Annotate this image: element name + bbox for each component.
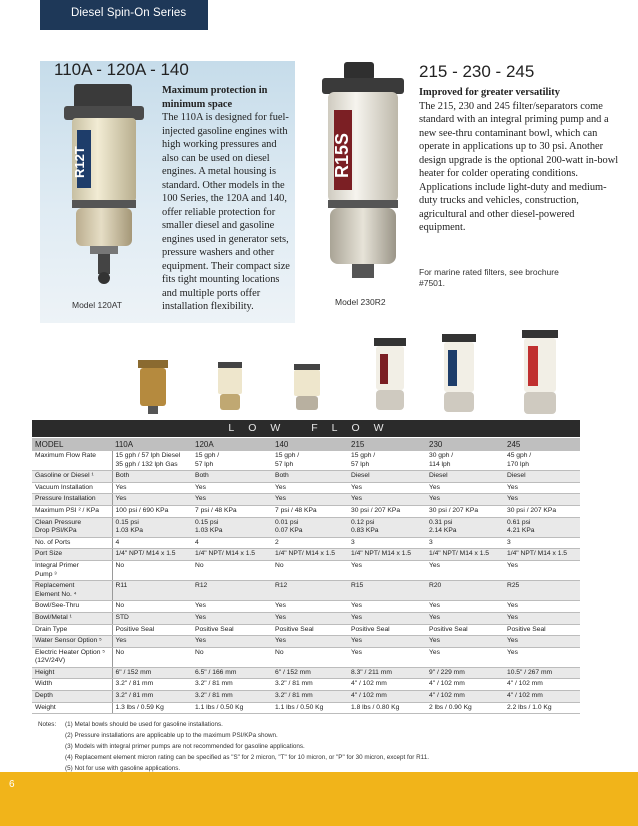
left-model-title: 110A - 120A - 140 [54,60,189,79]
row-label: Maximum PSI ² / KPa [32,505,112,517]
table-cell: No [112,647,192,667]
table-cell: R11 [112,581,192,601]
row-label: Weight [32,702,112,714]
table-cell: 1.1 lbs / 0.50 Kg [272,702,348,714]
row-label: Height [32,667,112,679]
col-header: 245 [504,438,580,451]
table-cell: Yes [272,601,348,613]
right-caption: Model 230R2 [335,297,386,307]
row-label: Width [32,679,112,691]
table-cell: 15 gph / 57 lph [348,451,426,471]
table-cell: Positive Seal [272,624,348,636]
table-row [32,601,580,613]
table-cell: 0.01 psi 0.07 KPa [272,517,348,537]
row-label: Depth [32,691,112,703]
filter-230r2-image [308,58,418,290]
table-cell: 3 [504,537,580,549]
table-row [32,482,580,494]
filter-230-thumb [442,334,476,412]
filter-140-thumb [294,364,320,410]
table-cell: 1/4" NPT/ M14 x 1.5 [426,549,504,561]
table-cell: R20 [426,581,504,601]
table-cell: 3.2" / 81 mm [192,679,272,691]
table-cell: 1/4" NPT/ M14 x 1.5 [272,549,348,561]
table-cell: 4" / 102 mm [348,691,426,703]
table-cell: Positive Seal [504,624,580,636]
table-row [32,702,580,714]
right-model-title: 215 - 230 - 245 [419,62,535,81]
table-cell: 1/4" NPT/ M14 x 1.5 [504,549,580,561]
col-header: 215 [348,438,426,451]
low-flow-band: LOW FLOW [32,420,580,437]
table-header-row [32,438,580,451]
table-cell: Diesel [426,471,504,483]
table-cell: 1.8 lbs / 0.80 Kg [348,702,426,714]
note-item: (3) Models with integral primer pumps are not recommended for gasoline applications. [65,743,305,750]
table-cell: 3.2" / 81 mm [112,679,192,691]
table-cell: 30 psi / 207 KPa [426,505,504,517]
table-cell: Yes [112,636,192,648]
table-row [32,471,580,483]
table-cell: Yes [348,482,426,494]
col-header: 230 [426,438,504,451]
table-row [32,667,580,679]
table-cell: Yes [272,482,348,494]
col-header: 140 [272,438,348,451]
table-cell: 4" / 102 mm [348,679,426,691]
page-number: 6 [9,779,15,790]
filter-120a-thumb [218,362,242,410]
table-row [32,624,580,636]
table-cell: 3.2" / 81 mm [112,691,192,703]
table-cell: Yes [348,560,426,580]
table-cell: 15 gph / 57 lph Diesel 35 gph / 132 lph Gas [112,451,192,471]
table-cell: Yes [112,494,192,506]
note-item: (5) Not for use with gasoline applications. [65,765,181,772]
row-label: Bowl/Metal ¹ [32,612,112,624]
table-cell: R12 [192,581,272,601]
filter-lineup [130,330,580,420]
series-header [40,0,208,30]
table-cell: Both [112,471,192,483]
table-cell: 30 psi / 207 KPa [504,505,580,517]
row-label: Gasoline or Diesel ¹ [32,471,112,483]
table-cell: 15 gph / 57 lph [192,451,272,471]
table-cell: Yes [272,636,348,648]
notes-label: Notes: [38,721,57,728]
row-label: Bowl/See-Thru [32,601,112,613]
table-cell: Yes [504,647,580,667]
row-label: Electric Heater Option ⁵ (12V/24V) [32,647,112,667]
spec-table [32,438,580,714]
table-cell: Positive Seal [192,624,272,636]
filter-label-r15s: R15S [332,132,352,178]
table-cell: 4" / 102 mm [504,691,580,703]
table-cell: 1/4" NPT/ M14 x 1.5 [192,549,272,561]
table-cell: 2 [272,537,348,549]
note-item: (4) Replacement element micron rating can be specified as "S" for 2 micron, "T" for 10 micron, or "P" for 30 micron, except for R11. [65,754,429,761]
row-label: Vacuum Installation [32,482,112,494]
left-body: The 110A is designed for fuel-injected gasoline engines with high working pressures and also can be used on diesel engines. A metal housing is standard. Other models in the 100 Series, the 120A and 140, offer reliable protection for smaller diesel and gasoline engines used in generator sets, pressure washers and other equipment. Their compact size fits tight mounting locations and multiple ports offer installation flexibility. [162,112,290,312]
table-cell: 1.1 lbs / 0.50 Kg [192,702,272,714]
right-description [419,86,619,235]
table-cell: 0.61 psi 4.21 KPa [504,517,580,537]
row-label: Maximum Flow Rate [32,451,112,471]
table-cell: Positive Seal [426,624,504,636]
table-cell: Yes [348,647,426,667]
table-row [32,560,580,580]
table-cell: 4" / 102 mm [504,679,580,691]
table-cell: Yes [272,612,348,624]
table-cell: R12 [272,581,348,601]
table-cell: 1/4" NPT/ M14 x 1.5 [348,549,426,561]
right-body: The 215, 230 and 245 filter/separators come standard with an integral priming pump and a new see-thru contaminant bowl, which can operate in applications up to 30 psi. Another design upgrade is the optional 200-watt in-bowl heater for colder operating conditions. Applications include light-duty and medium-duty trucks and vehicles, construction, agricultural and other diesel-powered equipment. [419,100,619,233]
table-cell: Yes [504,601,580,613]
table-cell: No [192,560,272,580]
table-cell: 2.2 lbs / 1.0 Kg [504,702,580,714]
row-label: Port Size [32,549,112,561]
table-cell: Yes [348,601,426,613]
table-cell: Both [192,471,272,483]
table-cell: Yes [348,612,426,624]
series-label: Diesel Spin-On Series [71,7,187,19]
table-row [32,581,580,601]
filter-120at-image [52,78,156,288]
table-row [32,451,580,471]
table-cell: Diesel [348,471,426,483]
table-cell: 0.15 psi 1.03 KPa [112,517,192,537]
row-label: Pressure Installation [32,494,112,506]
marine-note: For marine rated filters, see brochure #7501. [419,267,559,288]
notes-section [38,719,429,774]
table-cell: Yes [192,601,272,613]
table-cell: Yes [426,612,504,624]
table-cell: 3.2" / 81 mm [192,691,272,703]
row-label: Integral Primer Pump ³ [32,560,112,580]
filter-110a-thumb [138,360,168,414]
table-row [32,647,580,667]
table-cell: 8.3" / 211 mm [348,667,426,679]
table-cell: Both [272,471,348,483]
note-item: (2) Pressure installations are applicable up to the maximum PSI/KPa shown. [65,732,278,739]
table-row [32,612,580,624]
table-cell: 1/4" NPT/ M14 x 1.5 [112,549,192,561]
table-cell: 30 gph / 114 lph [426,451,504,471]
col-header: 120A [192,438,272,451]
table-cell: 4" / 102 mm [426,691,504,703]
left-caption: Model 120AT [72,300,122,310]
table-cell: 2 lbs / 0.90 Kg [426,702,504,714]
table-cell: Yes [192,612,272,624]
table-cell: 3.2" / 81 mm [272,691,348,703]
table-cell: No [112,560,192,580]
table-cell: Yes [426,601,504,613]
table-cell: No [112,601,192,613]
filter-215-thumb [374,338,406,410]
table-cell: Yes [426,647,504,667]
table-row [32,517,580,537]
table-cell: Positive Seal [348,624,426,636]
table-cell: Yes [426,636,504,648]
table-cell: No [272,560,348,580]
row-label: Clean Pressure Drop PSI/KPa [32,517,112,537]
table-cell: 9" / 229 mm [426,667,504,679]
table-cell: Yes [426,482,504,494]
table-row [32,691,580,703]
table-cell: 6" / 152 mm [112,667,192,679]
table-cell: 15 gph / 57 lph [272,451,348,471]
table-cell: Yes [504,482,580,494]
table-cell: Yes [272,494,348,506]
table-row [32,549,580,561]
table-cell: Yes [504,560,580,580]
row-label: Drain Type [32,624,112,636]
row-label: Water Sensor Option ⁵ [32,636,112,648]
table-cell: STD [112,612,192,624]
table-cell: Yes [192,482,272,494]
col-header: MODEL [32,438,112,451]
table-cell: R25 [504,581,580,601]
table-cell: 1.3 lbs / 0.59 Kg [112,702,192,714]
table-cell: 0.31 psi 2.14 KPa [426,517,504,537]
col-header: 110A [112,438,192,451]
page-footer [0,772,638,826]
table-cell: 3.2" / 81 mm [272,679,348,691]
right-lead: Improved for greater versatility [419,87,560,98]
row-label: Replacement Element No. ⁴ [32,581,112,601]
table-cell: Yes [426,560,504,580]
table-cell: 6" / 152 mm [272,667,348,679]
table-row [32,636,580,648]
table-cell: 3 [348,537,426,549]
table-cell: 0.15 psi 1.03 KPa [192,517,272,537]
table-cell: Yes [504,636,580,648]
table-cell: 10.5" / 267 mm [504,667,580,679]
table-row [32,505,580,517]
table-cell: 3 [426,537,504,549]
table-cell: Yes [504,612,580,624]
table-cell: Yes [348,494,426,506]
table-cell: Yes [192,494,272,506]
table-cell: 100 psi / 690 KPa [112,505,192,517]
left-lead: Maximum protection in minimum space [162,85,268,110]
table-cell: Yes [112,482,192,494]
table-cell: 7 psi / 48 KPa [272,505,348,517]
table-cell: No [192,647,272,667]
table-cell: Yes [348,636,426,648]
filter-label-r12t: R12T [72,146,87,178]
table-cell: 45 gph / 170 lph [504,451,580,471]
table-cell: 30 psi / 207 KPa [348,505,426,517]
table-cell: Positive Seal [112,624,192,636]
table-cell: 4 [112,537,192,549]
left-description [162,84,292,314]
table-row [32,494,580,506]
table-cell: 6.5" / 166 mm [192,667,272,679]
table-cell: Diesel [504,471,580,483]
table-cell: Yes [192,636,272,648]
table-row [32,537,580,549]
row-label: No. of Ports [32,537,112,549]
filter-245-thumb [522,330,558,414]
table-cell: No [272,647,348,667]
table-cell: R15 [348,581,426,601]
table-cell: 4 [192,537,272,549]
table-cell: 4" / 102 mm [426,679,504,691]
note-item: (1) Metal bowls should be used for gasoline installations. [65,721,223,728]
table-cell: Yes [426,494,504,506]
table-cell: Yes [504,494,580,506]
table-cell: 0.12 psi 0.83 KPa [348,517,426,537]
table-row [32,679,580,691]
table-cell: 7 psi / 48 KPa [192,505,272,517]
